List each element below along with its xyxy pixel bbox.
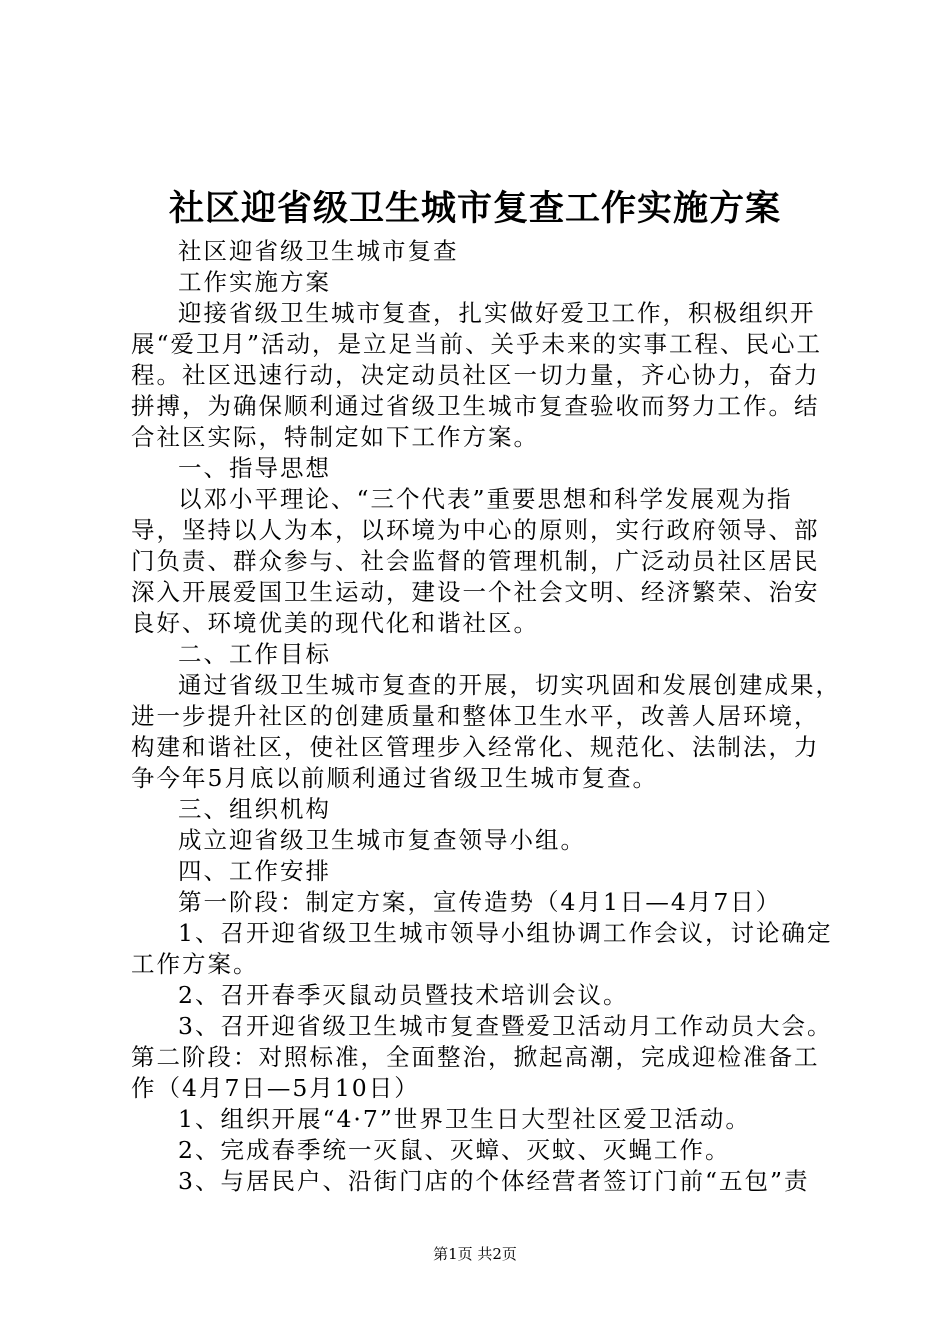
section-heading-work-arrangement: 四、工作安排 xyxy=(178,857,331,885)
paragraph-phase-two-item-3: 3、与居民户、沿街门店的个体经营者签订门前“五包”责 xyxy=(178,1167,810,1195)
paragraph-work-goals: 通过省级卫生城市复查的开展，切实巩固和发展创建成果，进一步提升社区的创建质量和整体卫生水平，改善人居环境，构建和谐社区，使社区管理步入经常化、规范化、法制法，力争今年5月底以前顺利通过省级卫生城市复查。 xyxy=(131,671,841,792)
paragraph-phase-one-item-2: 2、召开春季灭鼠动员暨技术培训会议。 xyxy=(178,981,629,1009)
paragraph-phase-two-item-1: 1、组织开展“4·7”世界卫生日大型社区爱卫活动。 xyxy=(178,1105,751,1133)
document-body xyxy=(131,236,843,1197)
paragraph-subtitle-2: 工作实施方案 xyxy=(178,268,331,296)
paragraph-phase-two-item-2: 2、完成春季统一灭鼠、灭蟑、灭蚊、灭蝇工作。 xyxy=(178,1136,731,1164)
paragraph-intro: 迎接省级卫生城市复查，扎实做好爱卫工作，积极组织开展“爱卫月”活动，是立足当前、关乎未来的实事工程、民心工程。社区迅速行动，决定动员社区一切力量，齐心协力，奋力拼搏，为确保顺利通过省级卫生城市复查验收而努力工作。结合社区实际，特制定如下工作方案。 xyxy=(131,299,823,451)
section-heading-work-goals: 二、工作目标 xyxy=(178,640,331,668)
paragraph-subtitle-1: 社区迎省级卫生城市复查 xyxy=(178,237,459,265)
paragraph-phase-one: 第一阶段：制定方案，宣传造势（4月1日—4月7日） xyxy=(178,888,782,916)
paragraph-phase-one-item-3: 3、召开迎省级卫生城市复查暨爱卫活动月工作动员大会。 xyxy=(178,1012,833,1040)
paragraph-phase-one-item-1: 1、召开迎省级卫生城市领导小组协调工作会议，讨论确定工作方案。 xyxy=(131,919,833,978)
paragraph-guiding-ideology: 以邓小平理论、“三个代表”重要思想和科学发展观为指导，坚持以人为本，以环境为中心的原则，实行政府领导、部门负责、群众参与、社会监督的管理机制，广泛动员社区居民深入开展爱国卫生运动，建设一个社会文明、经济繁荣、治安良好、环境优美的现代化和谐社区。 xyxy=(131,485,820,637)
document-title: 社区迎省级卫生城市复查工作实施方案 xyxy=(168,188,781,229)
paragraph-organization: 成立迎省级卫生城市复查领导小组。 xyxy=(178,826,586,854)
paragraph-phase-two: 第二阶段：对照标准，全面整治，掀起高潮，完成迎检准备工作（4月7日—5月10日） xyxy=(131,1043,820,1102)
section-heading-organization: 三、组织机构 xyxy=(178,795,331,823)
page-number-footer: 第1页 共2页 xyxy=(433,1245,517,1263)
section-heading-guiding-ideology: 一、指导思想 xyxy=(178,454,331,482)
